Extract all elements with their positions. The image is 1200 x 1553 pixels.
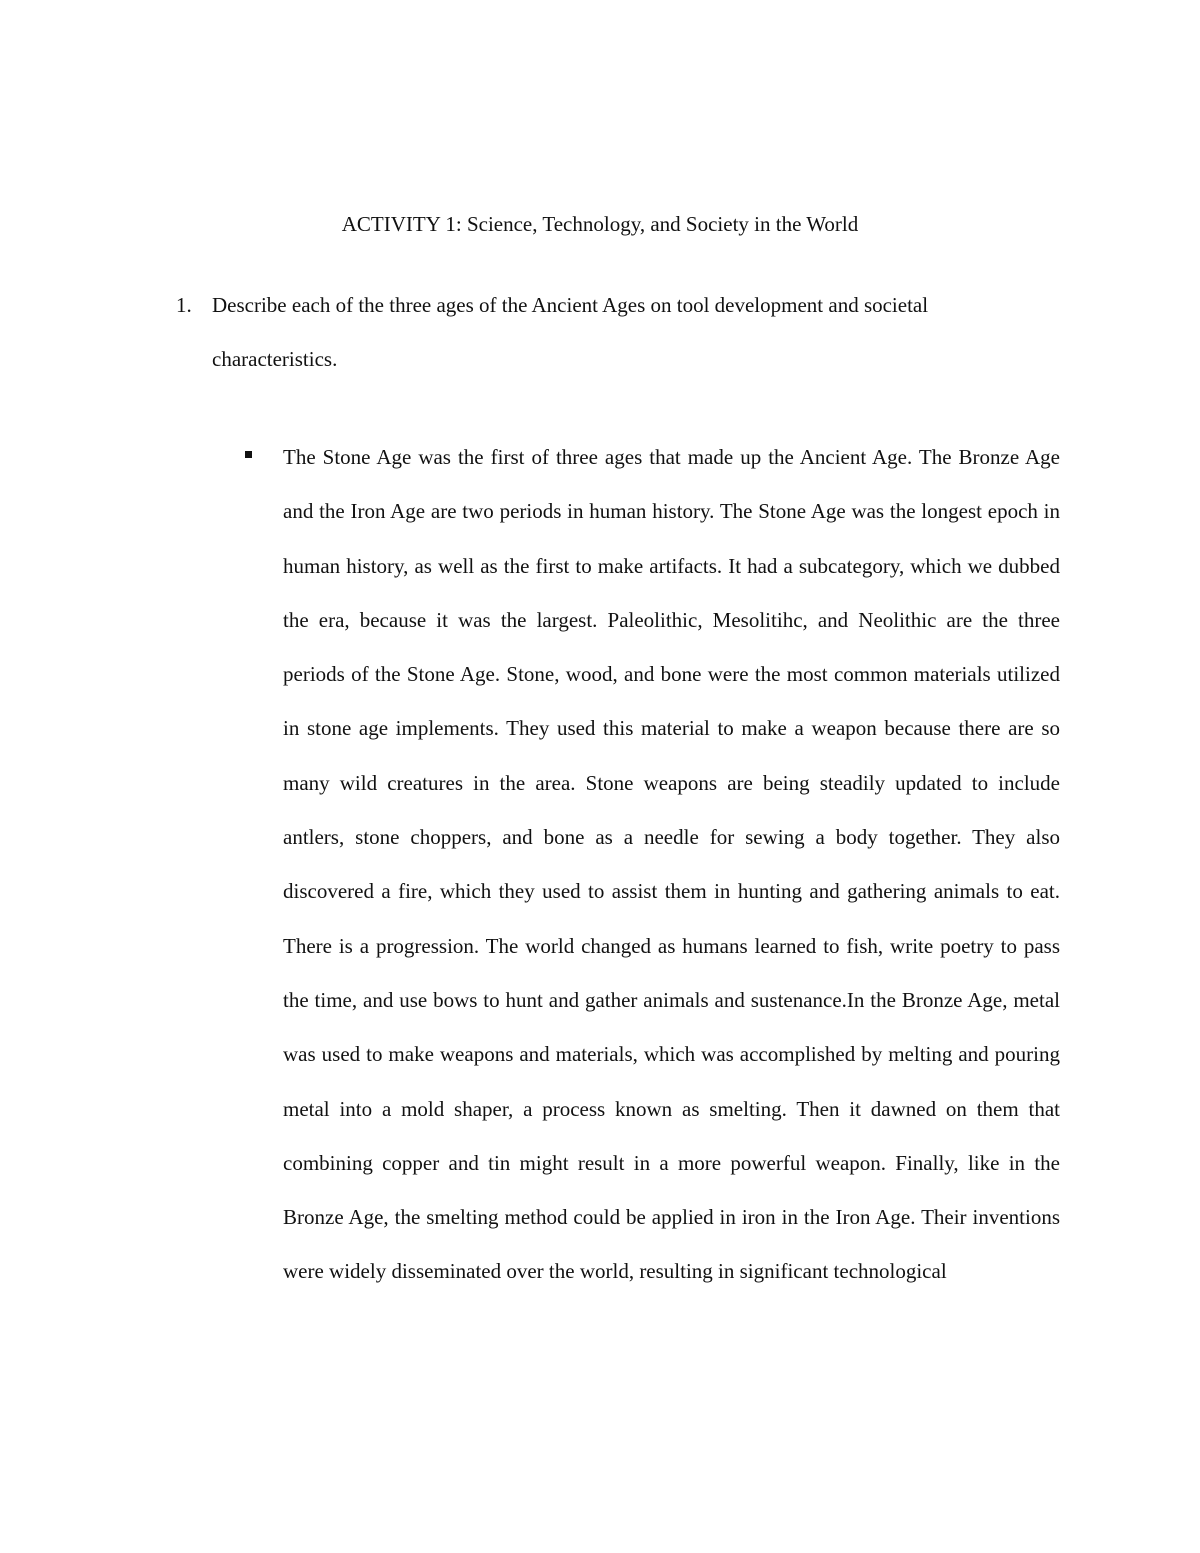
square-bullet-icon bbox=[245, 451, 252, 458]
question-item bbox=[176, 278, 1056, 386]
answer-paragraph: The Stone Age was the first of three ages that made up the Ancient Age. The Bronze Age and the Iron Age are two periods in human history. The Stone Age was the longest epoch in human history, as well as the first to make artifacts. It had a subcategory, which we dubbed the era, because it was the largest. Paleolithic, Mesolitihc, and Neolithic are the three periods of the Stone Age. Stone, wood, and bone were the most common materials utilized in stone age implements. They used this material to make a weapon because there are so many wild creatures in the area. Stone weapons are being steadily updated to include antlers, stone choppers, and bone as a needle for sewing a body together. They also discovered a fire, which they used to assist them in hunting and gathering animals to eat. There is a progression. The world changed as humans learned to fish, write poetry to pass the time, and use bows to hunt and gather animals and sustenance.In the Bronze Age, metal was used to make weapons and materials, which was accomplished by melting and pouring metal into a mold shaper, a process known as smelting. Then it dawned on them that combining copper and tin might result in a more powerful weapon. Finally, like in the Bronze Age, the smelting method could be applied in iron in the Iron Age. Their inventions were widely disseminated over the world, resulting in significant technological bbox=[283, 445, 1060, 1284]
question-number: 1. bbox=[176, 293, 192, 317]
document-title: ACTIVITY 1: Science, Technology, and Society in the World bbox=[341, 212, 859, 236]
question-text: Describe each of the three ages of the Ancient Ages on tool development and societal characteristics. bbox=[212, 293, 929, 371]
answer-bullet-item bbox=[245, 430, 1060, 1406]
